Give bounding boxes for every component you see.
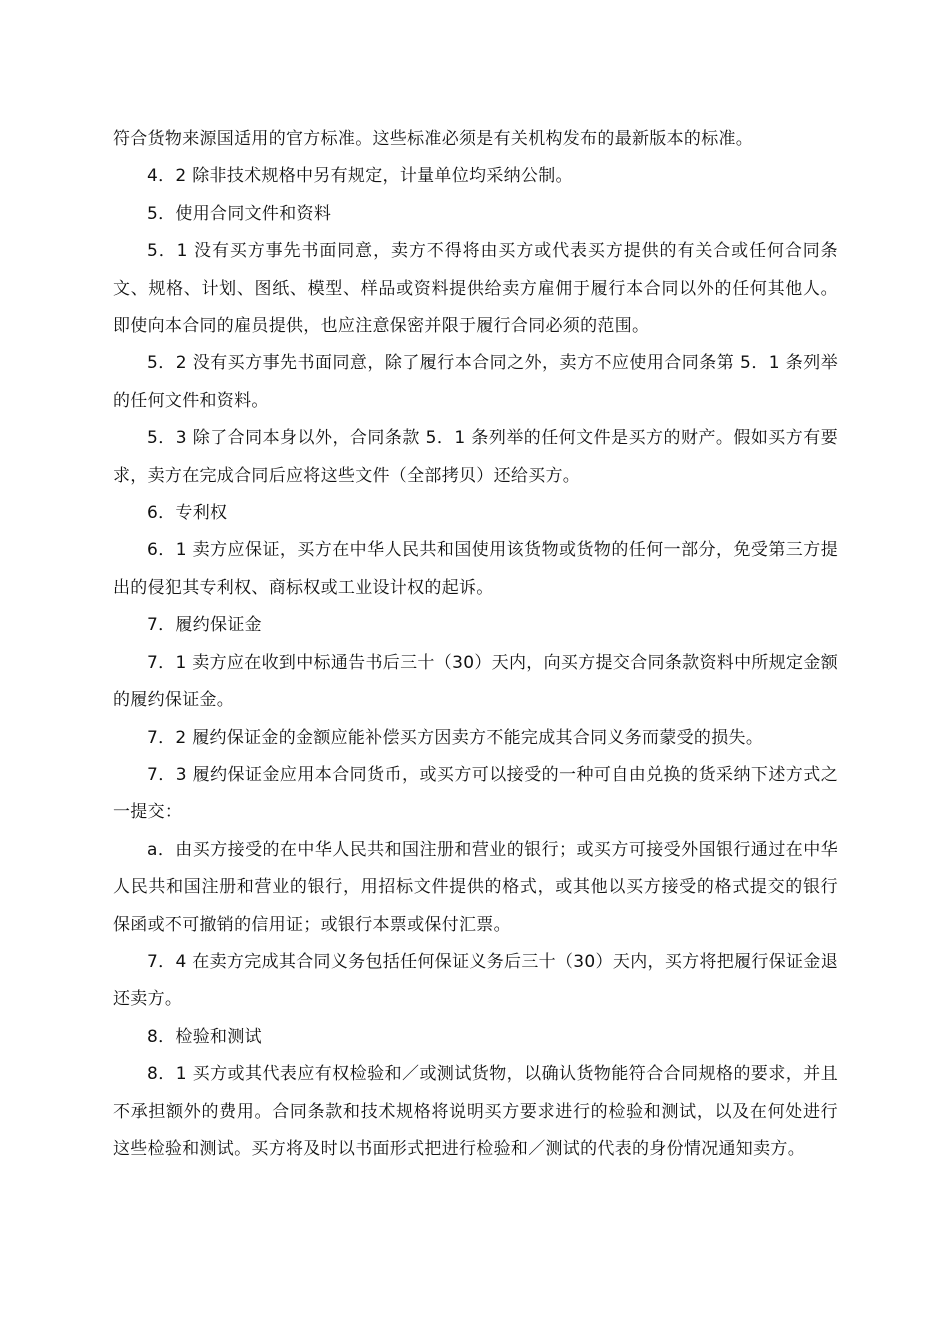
clause-7-3-a: a．由买方接受的在中华人民共和国注册和营业的银行；或买方可接受外国银行通过在中华人民共和国注册和营业的银行，用招标文件提供的格式，或其他以买方接受的格式提交的银行保函或不可撤销的信用证；或银行本票或保付汇票。 <box>113 839 838 935</box>
paragraph-continuation: 符合货物来源国适用的官方标准。这些标准必须是有关机构发布的最新版本的标准。 <box>113 129 754 149</box>
clause-6-1: 6．1 卖方应保证，买方在中华人民共和国使用该货物或货物的任何一部分，免受第三方提出的侵犯其专利权、商标权或工业设计权的起诉。 <box>113 540 838 598</box>
clause-7-4: 7．4 在卖方完成其合同义务包括任何保证义务后三十（30）天内，买方将把履行保证金退还卖方。 <box>113 951 838 1010</box>
section-heading-5: 5．使用合同文件和资料 <box>147 203 332 224</box>
clause-5-3: 5．3 除了合同本身以外，合同条款 5．1 条列举的任何文件是买方的财产。假如买方有要求，卖方在完成合同后应将这些文件（全部拷贝）还给买方。 <box>113 428 838 486</box>
clause-7-1: 7．1 卖方应在收到中标通告书后三十（30）天内，向买方提交合同条款资料中所规定金额的履约保证金。 <box>113 652 838 711</box>
section-heading-6: 6．专利权 <box>147 503 228 524</box>
section-heading-8: 8．检验和测试 <box>147 1026 262 1047</box>
section-heading-7: 7．履约保证金 <box>147 615 262 636</box>
clause-7-2: 7．2 履约保证金的金额应能补偿买方因卖方不能完成其合同义务而蒙受的损失。 <box>147 727 764 748</box>
clause-4-2: 4．2 除非技术规格中另有规定，计量单位均采纳公制。 <box>147 166 573 187</box>
document-body <box>113 121 838 1168</box>
clause-7-3: 7．3 履约保证金应用本合同货币，或买方可以接受的一种可自由兑换的货采纳下述方式之一提交： <box>113 764 838 823</box>
clause-8-1: 8．1 买方或其代表应有权检验和／或测试货物，以确认货物能符合合同规格的要求，并且不承担额外的费用。合同条款和技术规格将说明买方要求进行的检验和测试，以及在何处进行这些检验和测试。买方将及时以书面形式把进行检验和／测试的代表的身份情况通知卖方。 <box>113 1064 838 1159</box>
clause-5-1: 5．1 没有买方事先书面同意，卖方不得将由买方或代表买方提供的有关合或任何合同条文、规格、计划、图纸、模型、样品或资料提供给卖方雇佣于履行本合同以外的任何其他人。即使向本合同的雇员提供，也应注意保密并限于履行合同必须的范围。 <box>113 241 838 337</box>
clause-5-2: 5．2 没有买方事先书面同意，除了履行本合同之外，卖方不应使用合同条第 5．1 条列举的任何文件和资料。 <box>113 353 838 411</box>
